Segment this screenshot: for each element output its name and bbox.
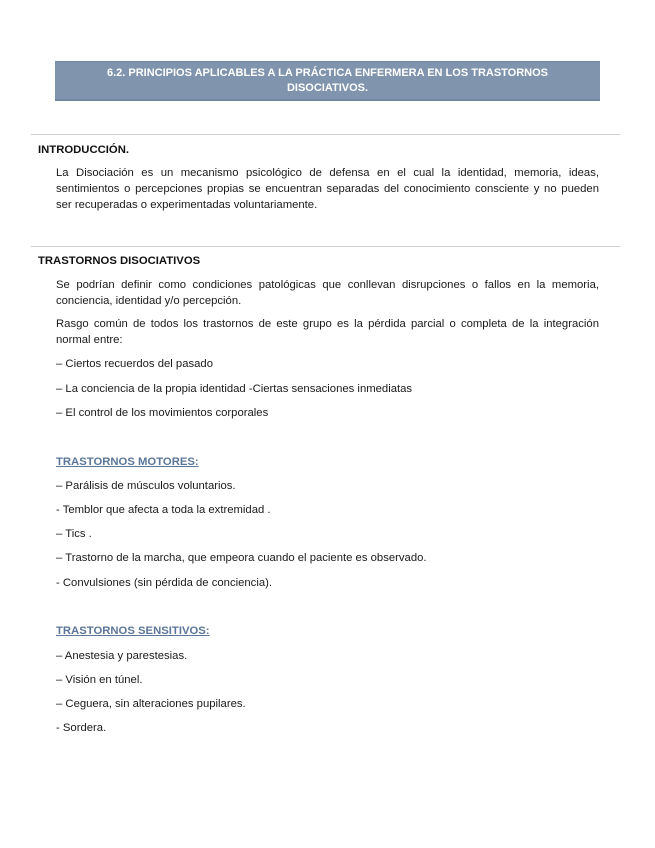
sensory-heading: TRASTORNOS SENSITIVOS: [56, 625, 210, 637]
disorders-paragraph-2: Rasgo común de todos los trastornos de este grupo es la pérdida parcial o completa de la integración normal entre: [56, 318, 599, 346]
list-item: – Anestesia y parestesias. [56, 650, 188, 662]
list-item: – Ceguera, sin alteraciones pupilares. [56, 698, 246, 710]
list-item: - Sordera. [56, 722, 107, 734]
disorders-heading: TRASTORNOS DISOCIATIVOS [38, 255, 201, 267]
intro-heading: INTRODUCCIÓN. [38, 144, 129, 156]
divider [31, 134, 620, 135]
list-item: – Ciertos recuerdos del pasado [56, 358, 213, 370]
list-item: – Visión en túnel. [56, 674, 143, 686]
list-item: - Convulsiones (sin pérdida de conciencia). [56, 577, 273, 589]
section-title-banner [55, 61, 600, 101]
list-item: – Trastorno de la marcha, que empeora cuando el paciente es observado. [56, 552, 427, 564]
intro-paragraph: La Disociación es un mecanismo psicológico de defensa en el cual la identidad, memoria, ideas, sentimientos o percepciones propias se encuentran separadas del conocimiento consciente y no pueden ser recuperadas o experimentadas voluntariamente. [56, 167, 599, 211]
motor-heading: TRASTORNOS MOTORES: [56, 456, 199, 468]
divider [31, 246, 620, 247]
list-item: – Tics . [56, 528, 92, 540]
list-item: – El control de los movimientos corporales [56, 407, 269, 419]
list-item: – La conciencia de la propia identidad -Ciertas sensaciones inmediatas [56, 383, 413, 395]
list-item: - Temblor que afecta a toda la extremidad . [56, 504, 271, 516]
section-title: 6.2. PRINCIPIOS APLICABLES A LA PRÁCTICA ENFERMERA EN LOS TRASTORNOS DISOCIATIVOS. [106, 66, 549, 94]
list-item: – Parálisis de músculos voluntarios. [56, 480, 236, 492]
disorders-paragraph-1: Se podrían definir como condiciones patológicas que conllevan disrupciones o fallos en la memoria, conciencia, identidad y/o percepción. [56, 279, 599, 307]
